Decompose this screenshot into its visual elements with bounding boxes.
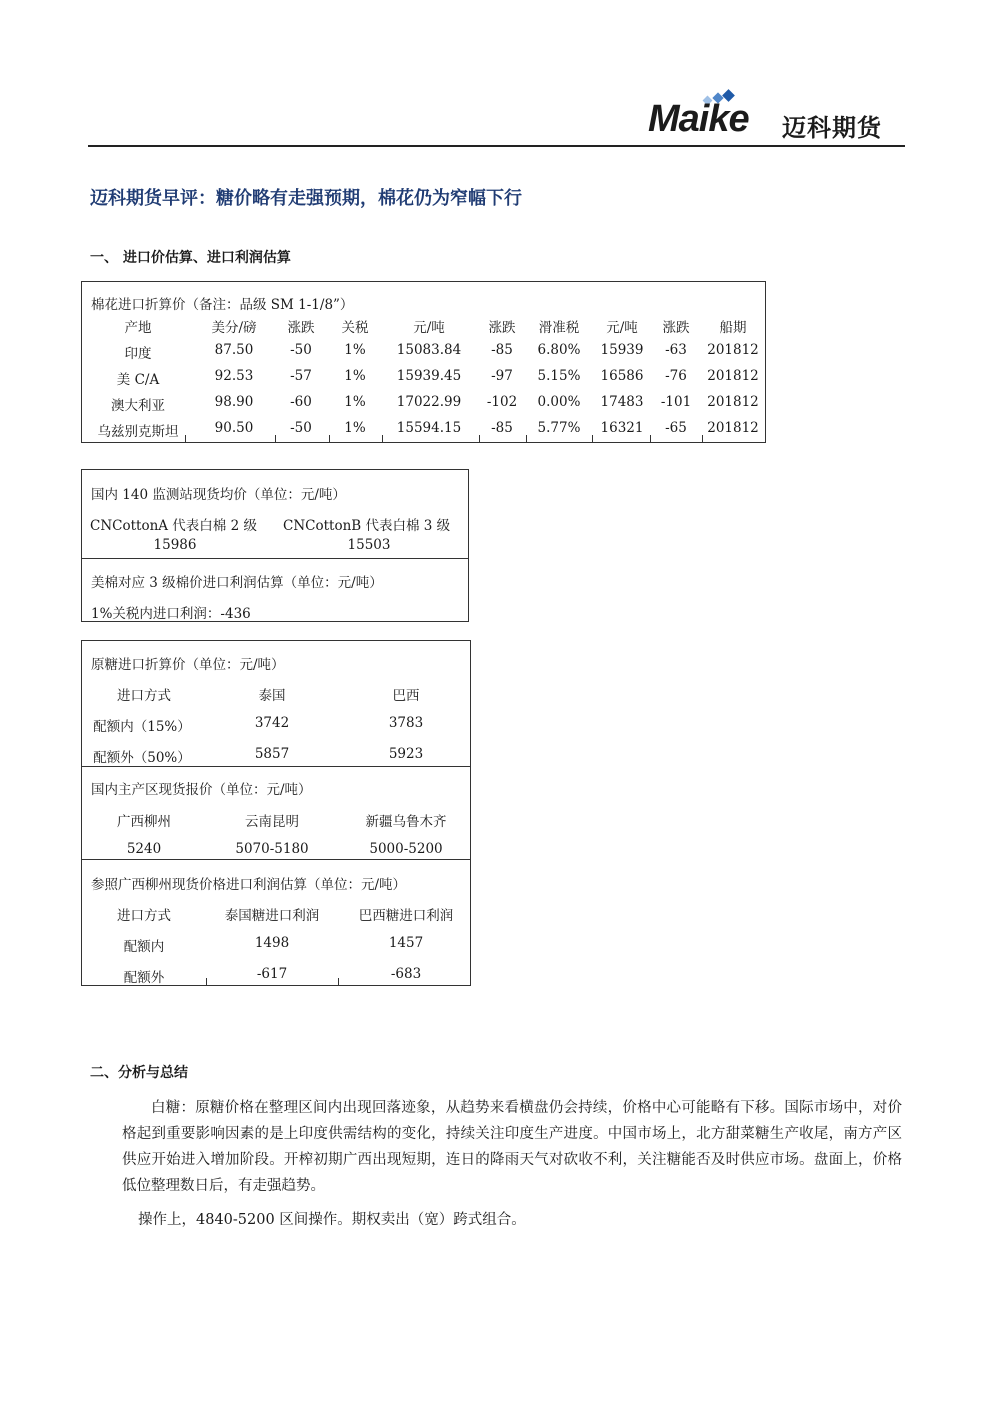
column-tick [650, 435, 651, 442]
domestic-cotton-caption: 国内 140 监测站现货均价（单位：元/吨） [91, 487, 346, 503]
cell: 6.80% [537, 342, 581, 358]
cell: -85 [491, 342, 513, 358]
cell: 1498 [254, 935, 290, 951]
row-divider [82, 558, 468, 559]
cell: 1% [344, 342, 366, 358]
cell: -63 [665, 342, 687, 358]
cell: 87.50 [214, 342, 254, 358]
cell: -57 [290, 368, 312, 384]
column-tick [338, 978, 339, 985]
sugar-profit-caption: 参照广西柳州现货价格进口利润估算（单位：元/吨） [91, 877, 407, 893]
cell: 15083.84 [396, 342, 462, 358]
cell: 1% [344, 368, 366, 384]
cell: 201812 [707, 342, 759, 358]
header-cell: 滑准税 [538, 320, 580, 336]
cell: 配额外（50%） [93, 750, 191, 766]
sugar-spot-caption: 国内主产区现货报价（单位：元/吨） [91, 782, 312, 798]
cell: 印度 [124, 346, 152, 362]
cell: -50 [290, 420, 312, 436]
cell: 配额内 [123, 939, 165, 955]
section-heading-2: 二、分析与总结 [90, 1065, 188, 1081]
cncotton-a-label: CNCottonA 代表白棉 2 级 [90, 518, 257, 534]
cell: 90.50 [214, 420, 254, 436]
import-profit-caption: 美棉对应 3 级棉价进口利润估算（单位：元/吨） [91, 575, 383, 591]
column-tick [479, 435, 480, 442]
cell: 92.53 [214, 368, 254, 384]
header-divider [88, 145, 905, 147]
header-cell: 泰国糖进口利润 [224, 908, 320, 924]
column-tick [382, 435, 383, 442]
cell: 1457 [388, 935, 424, 951]
column-tick [526, 435, 527, 442]
header-cell: 美分/磅 [211, 320, 257, 336]
cell: 美 C/A [116, 372, 160, 388]
analysis-paragraph: 白糖：原糖价格在整理区间内出现回落迹象，从趋势来看横盘仍会持续，价格中心可能略有下移。国际市场中，对价格起到重要影响因素的是上印度供需结构的变化，持续关注印度生产进度。中国市场上，北方甜菜糖生产收尾，南方产区供应开始进入增加阶段。开榨初期广西出现短期，连日的降雨天气对砍收不利，关注糖能否及时供应市场。盘面上，价格低位整理数日后，有走强趋势。 [122, 1100, 902, 1194]
cell: -617 [256, 966, 288, 982]
header-cell: 进口方式 [117, 908, 171, 924]
header-cell: 涨跌 [662, 320, 690, 336]
cell: 配额内（15%） [93, 719, 191, 735]
cell: 15594.15 [396, 420, 462, 436]
header-cell: 船期 [719, 320, 747, 336]
column-tick [329, 435, 330, 442]
cotton-import-table [81, 281, 766, 443]
header-cell: 云南昆明 [245, 814, 299, 830]
cell: 5070-5180 [235, 841, 309, 857]
column-tick [206, 978, 207, 985]
header-cell: 巴西糖进口利润 [358, 908, 454, 924]
cell: 15939.45 [396, 368, 462, 384]
cell: 3783 [388, 715, 424, 731]
header-cell: 元/吨 [606, 320, 638, 336]
row-divider [82, 766, 470, 767]
cell: -85 [491, 420, 513, 436]
cell: 17483 [600, 394, 644, 410]
header-cell: 关税 [341, 320, 369, 336]
cell: 16586 [600, 368, 644, 384]
cncotton-a-value: 15986 [153, 537, 197, 553]
header-cell: 涨跌 [287, 320, 315, 336]
cell: -97 [491, 368, 513, 384]
cell: 15939 [600, 342, 644, 358]
column-tick [592, 435, 593, 442]
header-cell: 涨跌 [488, 320, 516, 336]
maike-logo [648, 92, 898, 142]
header-cell: 进口方式 [117, 688, 171, 704]
cell: -76 [665, 368, 687, 384]
cell: 澳大利亚 [111, 398, 165, 414]
cell: -60 [290, 394, 312, 410]
cell: 201812 [707, 420, 759, 436]
column-tick [702, 435, 703, 442]
cell: -683 [390, 966, 422, 982]
sugar-table [81, 640, 471, 986]
cell: -65 [665, 420, 687, 436]
report-title: 迈科期货早评：糖价略有走强预期，棉花仍为窄幅下行 [90, 188, 522, 209]
import-profit-value: 1%关税内进口利润：-436 [91, 606, 251, 622]
header-cell: 产地 [124, 320, 152, 336]
header-cell: 巴西 [392, 688, 420, 704]
cell: 1% [344, 420, 366, 436]
domestic-cotton-table [81, 469, 469, 622]
cell: 0.00% [537, 394, 581, 410]
cell: -102 [486, 394, 518, 410]
cell: 5.77% [537, 420, 581, 436]
cell: 3742 [254, 715, 290, 731]
header-cell: 广西柳州 [117, 814, 171, 830]
row-divider [82, 859, 470, 860]
cell: 5.15% [537, 368, 581, 384]
cell: -101 [660, 394, 692, 410]
cncotton-b-value: 15503 [347, 537, 391, 553]
cell: 201812 [707, 368, 759, 384]
cell: 乌兹别克斯坦 [97, 424, 179, 440]
section-heading-1: 一、 进口价估算、进口利润估算 [90, 250, 291, 266]
cell: 5240 [126, 841, 162, 857]
cncotton-b-label: CNCottonB 代表白棉 3 级 [283, 518, 451, 534]
operation-advice: 操作上，4840-5200 区间操作。期权卖出（宽）跨式组合。 [138, 1212, 526, 1228]
header-cell: 元/吨 [413, 320, 445, 336]
cell: 配额外 [123, 970, 165, 986]
cell: 1% [344, 394, 366, 410]
cell: 5857 [254, 746, 290, 762]
header-cell: 新疆乌鲁木齐 [365, 814, 447, 830]
cell: -50 [290, 342, 312, 358]
cell: 5000-5200 [369, 841, 443, 857]
cotton-import-caption: 棉花进口折算价（备注：品级 SM 1-1/8”） [91, 297, 354, 313]
sugar-import-caption: 原糖进口折算价（单位：元/吨） [91, 657, 285, 673]
logo-company-name: 迈科期货 [782, 114, 882, 142]
cell: 17022.99 [396, 394, 462, 410]
cell: 98.90 [214, 394, 254, 410]
logo-wordmark: Maike [648, 98, 749, 140]
cell: 16321 [600, 420, 644, 436]
cell: 201812 [707, 394, 759, 410]
cell: 5923 [388, 746, 424, 762]
header-cell: 泰国 [258, 688, 286, 704]
column-tick [185, 435, 186, 442]
column-tick [275, 435, 276, 442]
